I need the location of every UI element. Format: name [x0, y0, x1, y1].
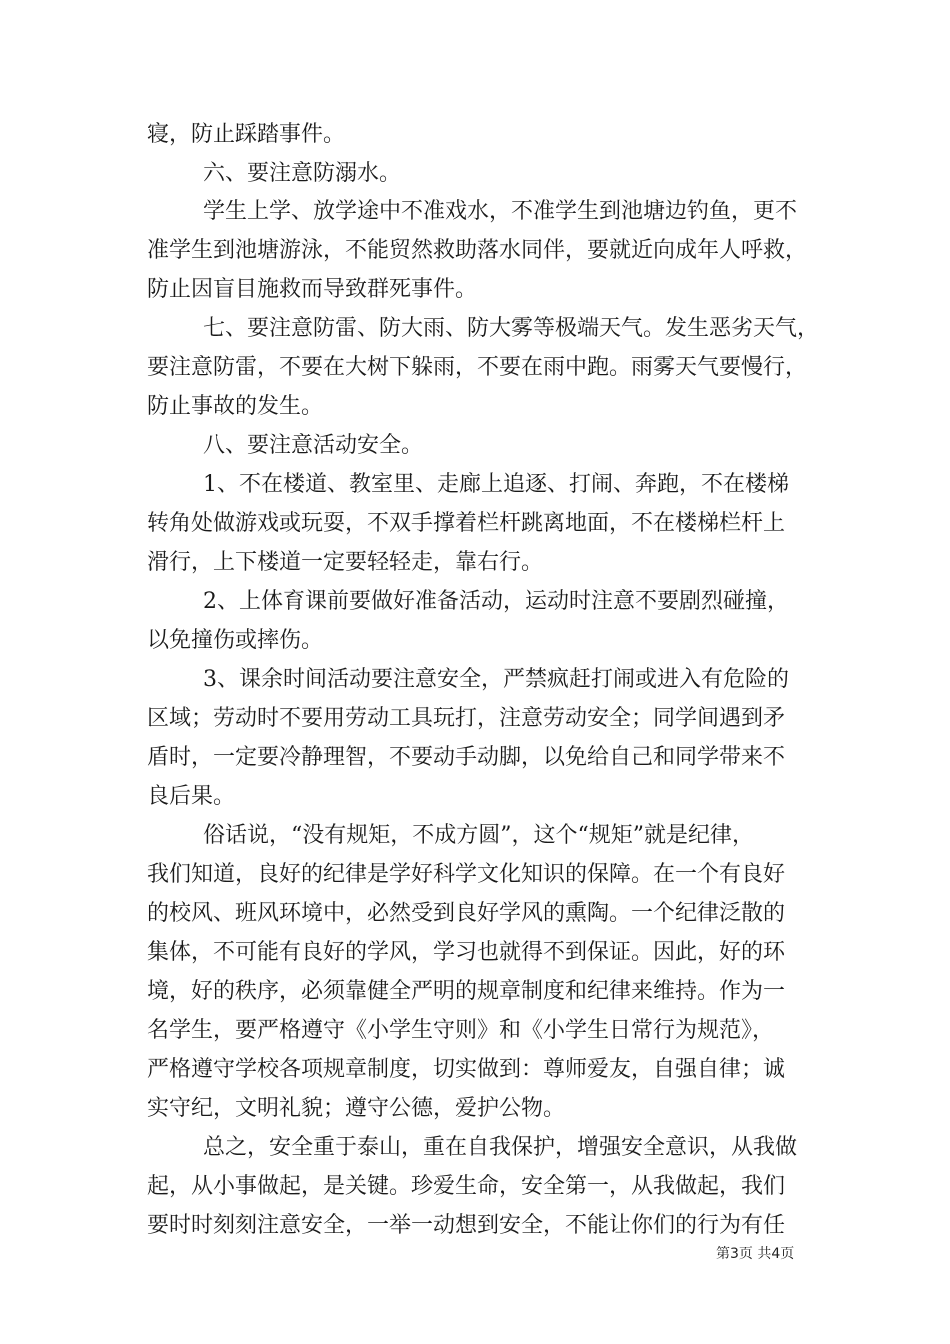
total-pages: 4 — [771, 1246, 781, 1262]
footer-middle: 页 共 — [738, 1246, 772, 1262]
text-line: 境，好的秩序，必须靠健全严明的规章制度和纪律来维持。作为一 — [147, 979, 786, 1004]
text-line: 2、上体育课前要做好准备活动，运动时注意不要剧烈碰撞， — [203, 589, 789, 614]
text-line: 准学生到池塘游泳，不能贸然救助落水同伴，要就近向成年人呼救， — [147, 238, 808, 263]
text-line: 要时时刻刻注意安全，一举一动想到安全，不能让你们的行为有任 — [147, 1213, 786, 1238]
text-line: 区域；劳动时不要用劳动工具玩打，注意劳动安全；同学间遇到矛 — [147, 706, 786, 731]
text-line: 俗话说，“没有规矩，不成方圆”，这个“规矩”就是纪律， — [203, 823, 754, 848]
text-line: 良后果。 — [147, 784, 236, 809]
text-line: 1、不在楼道、教室里、走廊上追逐、打闹、奔跑，不在楼梯 — [203, 472, 789, 497]
page-number: 3 — [730, 1246, 739, 1262]
text-line: 实守纪，文明礼貌；遵守公德，爱护公物。 — [147, 1096, 566, 1121]
text-line: 转角处做游戏或玩耍，不双手撑着栏杆跳离地面，不在楼梯栏杆上 — [147, 511, 786, 536]
page-footer — [716, 1245, 794, 1263]
text-line: 我们知道，良好的纪律是学好科学文化知识的保障。在一个有良好 — [147, 862, 786, 887]
text-line: 的校风、班风环境中，必然受到良好学风的熏陶。一个纪律泛散的 — [147, 901, 786, 926]
text-line: 总之，安全重于泰山，重在自我保护，增强安全意识，从我做 — [203, 1135, 798, 1160]
text-line: 滑行，上下楼道一定要轻轻走，靠右行。 — [147, 550, 544, 575]
text-line: 严格遵守学校各项规章制度，切实做到：尊师爱友，自强自律；诚 — [147, 1057, 786, 1082]
text-line: 起，从小事做起，是关键。珍爱生命，安全第一，从我做起，我们 — [147, 1174, 786, 1199]
text-line: 盾时，一定要冷静理智，不要动手动脚，以免给自己和同学带来不 — [147, 745, 786, 770]
footer-suffix: 页 — [780, 1246, 795, 1262]
text-line: 六、要注意防溺水。 — [203, 161, 402, 186]
text-line: 名学生，要严格遵守《小学生守则》和《小学生日常行为规范》， — [147, 1018, 775, 1043]
text-line: 3、课余时间活动要注意安全，严禁疯赶打闹或进入有危险的 — [203, 667, 789, 692]
text-line: 八、要注意活动安全。 — [203, 433, 424, 458]
footer-prefix: 第 — [716, 1246, 730, 1262]
text-line: 集体，不可能有良好的学风，学习也就得不到保证。因此，好的环 — [147, 940, 786, 965]
text-line: 学生上学、放学途中不准戏水，不准学生到池塘边钓鱼，更不 — [203, 199, 798, 224]
text-line: 七、要注意防雷、防大雨、防大雾等极端天气。发生恶劣天气， — [203, 316, 820, 341]
text-line: 以免撞伤或摔伤。 — [147, 628, 324, 653]
text-line: 要注意防雷，不要在大树下躲雨，不要在雨中跑。雨雾天气要慢行， — [147, 355, 808, 380]
text-line: 防止因盲目施救而导致群死事件。 — [147, 277, 478, 302]
text-line: 防止事故的发生。 — [147, 394, 324, 419]
text-line: 寝，防止踩踏事件。 — [147, 122, 346, 147]
